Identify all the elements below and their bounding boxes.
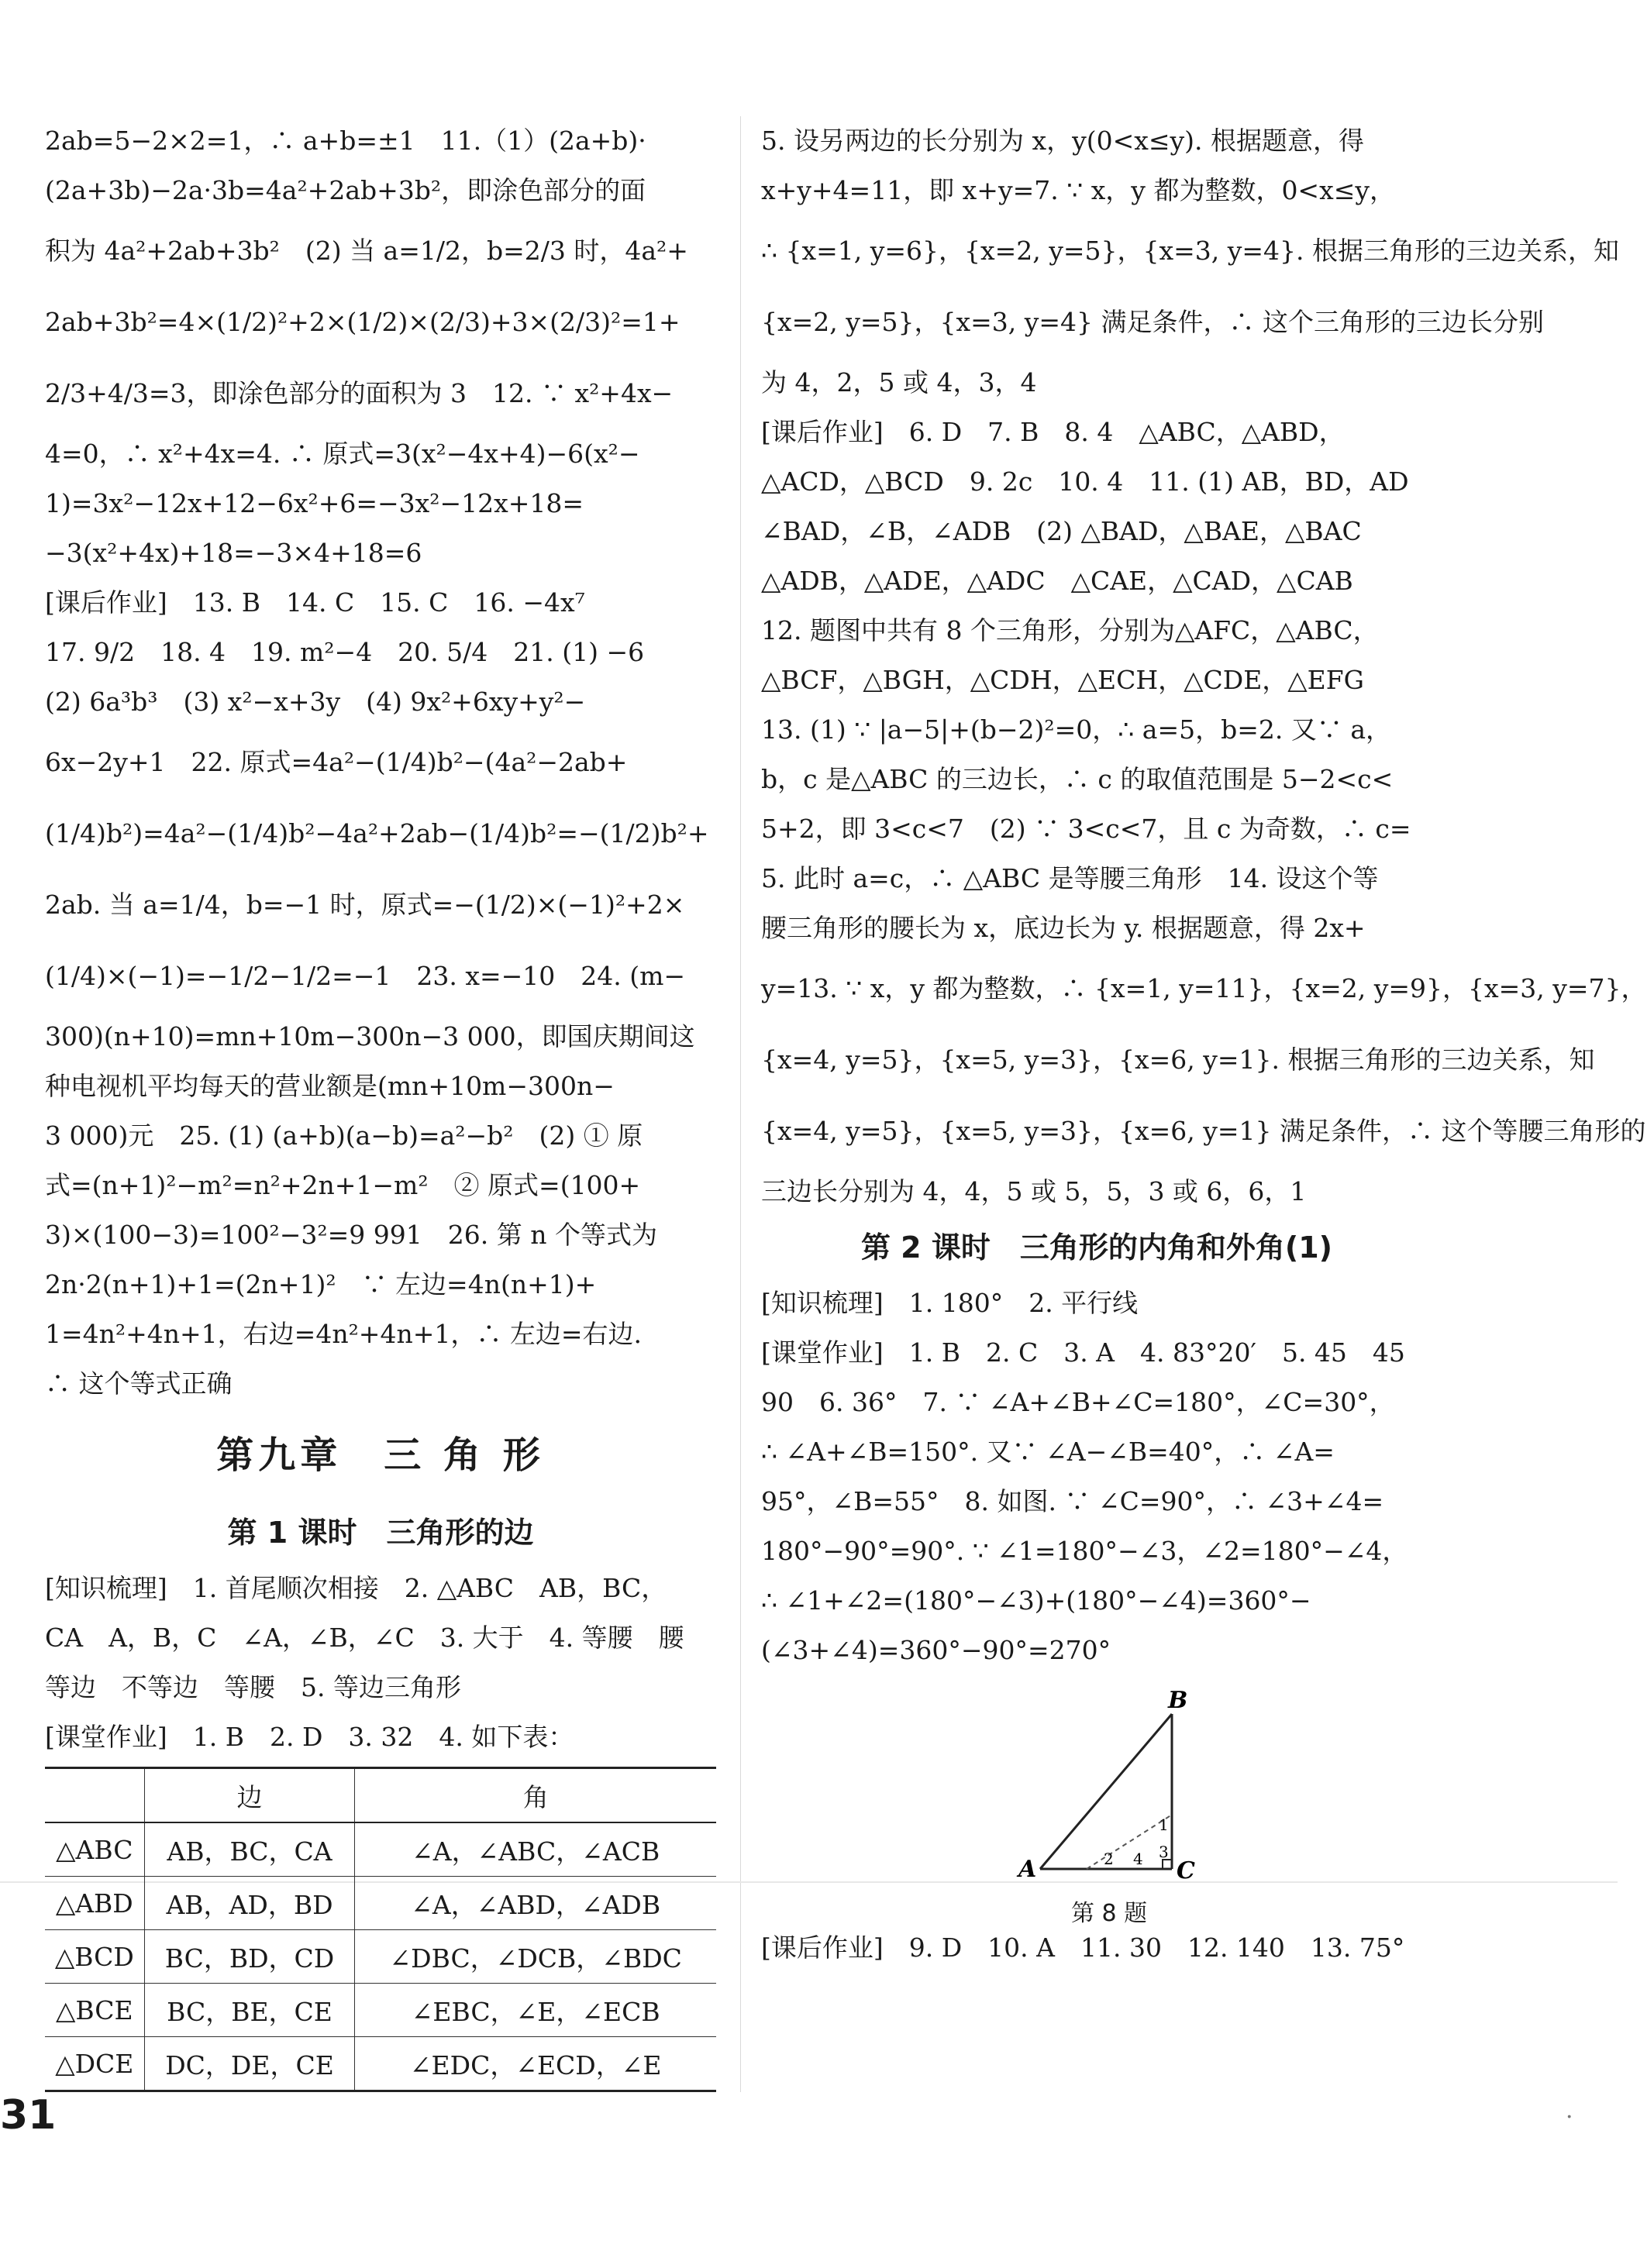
text-line: b，c 是△ABC 的三边长，∴ c 的取值范围是 5−2<c< [761,764,1394,794]
label-a: A [1018,1856,1037,1883]
text-line: 2ab+3b²=4×(1/2)²+2×(1/2)×(2/3)+3×(2/3)²=1+ [45,307,681,337]
text-line: 180°−90°=90°. ∵ ∠1=180°−∠3，∠2=180°−∠4， [761,1536,1408,1566]
text-line: 12. 题图中共有 8 个三角形，分别为△AFC，△ABC， [761,615,1379,645]
text-line: 1=4n²+4n+1，右边=4n²+4n+1，∴ 左边=右边. [45,1319,642,1349]
text-line: 3 000)元 25. (1) (a+b)(a−b)=a²−b² (2) ① 原 [45,1120,643,1151]
text-line: 4=0，∴ x²+4x=4. ∴ 原式=3(x²−4x+4)−6(x²− [45,439,640,469]
text-line: 17. 9/2 18. 4 19. m²−4 20. 5/4 21. (1) −6 [45,637,645,667]
text-line: 等边 不等边 等腰 5. 等边三角形 [45,1672,461,1702]
text-line: 为 4，2，5 或 4，3，4 [761,367,1037,398]
right-answer-text [761,116,1647,1217]
text-line: 2/3+4/3=3，即涂色部分的面积为 3 12. ∵ x²+4x− [45,378,674,408]
table-cell: BC，BE，CE [144,1984,355,2037]
text-line: ∴ ∠1+∠2=(180°−∠3)+(180°−∠4)=360°− [761,1585,1311,1616]
text-line: x+y+4=11，即 x+y=7. ∵ x，y 都为整数，0<x≤y， [761,175,1395,205]
text-line: 6x−2y+1 22. 原式=4a²−(1/4)b²−(4a²−2ab+ [45,747,628,777]
text-line: (1/4)b²)=4a²−(1/4)b²−4a²+2ab−(1/4)b²=−(1/2)b²+ [45,818,709,848]
table-cell: △ABC [45,1822,144,1877]
table-cell: BC，BD，CD [144,1930,355,1984]
text-line: 5. 设另两边的长分别为 x，y(0<x≤y). 根据题意，得 [761,126,1364,156]
text-line: ∠BAD，∠B，∠ADB (2) △BAD，△BAE，△BAC [761,516,1362,546]
label-angle-3: 3 [1159,1843,1169,1861]
text-line: 3)×(100−3)=100²−3²=9 991 26. 第 n 个等式为 [45,1220,657,1250]
table-header-row [45,1768,716,1823]
right-last-line: [课后作业] 9. D 10. A 11. 30 12. 140 13. 75° [761,1932,1405,1963]
text-line: 5+2，即 3<c<7 (2) ∵ 3<c<7，且 c 为奇数，∴ c= [761,814,1411,844]
table-cell: ∠DBC，∠DCB，∠BDC [355,1930,716,1984]
lesson-1-answers [45,1564,716,1762]
text-line: [课后作业] 6. D 7. B 8. 4 △ABC，△ABD， [761,417,1345,447]
text-line: CA A，B，C ∠A，∠B，∠C 3. 大于 4. 等腰 腰 [45,1623,684,1653]
text-line: {x=4, y=5}，{x=5, y=3}，{x=6, y=1} 满足条件，∴ 这个等腰三角形的 [761,1116,1646,1146]
table-cell: △BCE [45,1984,144,2037]
text-line: [课堂作业] 1. B 2. C 3. A 4. 83°20′ 5. 45 45 [761,1337,1405,1368]
text-line: ∴ ∠A+∠B=150°. 又∵ ∠A−∠B=40°，∴ ∠A= [761,1437,1335,1467]
text-line: 5. 此时 a=c，∴ △ABC 是等腰三角形 14. 设这个等 [761,863,1379,893]
text-line: 1)=3x²−12x+12−6x²+6=−3x²−12x+18= [45,488,584,518]
text-line: (2a+3b)−2a·3b=4a²+2ab+3b²，即涂色部分的面 [45,175,646,205]
text-line: [知识梳理] 1. 首尾顺次相接 2. △ABC AB，BC， [45,1573,667,1603]
table-header-cell: 角 [355,1768,716,1823]
triangle-table [45,1767,716,2092]
lesson-2-answers [761,1279,1432,1675]
chapter-title: 第九章 三 角 形 [216,1433,545,1477]
text-line: 三边长分别为 4，4，5 或 5，5，3 或 6，6，1 [761,1176,1307,1206]
lesson-1-title: 第 1 课时 三角形的边 [227,1516,534,1550]
right-triangle-diagram [1017,1687,1218,1892]
table-row [45,1930,716,1984]
text-line: △ACD，△BCD 9. 2c 10. 4 11. (1) AB，BD，AD [761,466,1409,497]
text-line: 2n·2(n+1)+1=(2n+1)² ∵ 左边=4n(n+1)+ [45,1269,597,1299]
text-line: 式=(n+1)²−m²=n²+2n+1−m² ② 原式=(100+ [45,1170,641,1200]
text-line: 2ab. 当 a=1/4，b=−1 时，原式=−(1/2)×(−1)²+2× [45,890,685,920]
table-header-cell [45,1768,144,1823]
text-line: [课后作业] 13. B 14. C 15. C 16. −4x⁷ [45,587,585,618]
table-row [45,2037,716,2091]
table-cell: AB，AD，BD [144,1877,355,1930]
text-line: 种电视机平均每天的营业额是(mn+10m−300n− [45,1071,615,1101]
text-line: (1/4)×(−1)=−1/2−1/2=−1 23. x=−10 24. (m− [45,961,686,991]
label-angle-1: 1 [1159,1815,1169,1834]
table-cell: ∠A，∠ABD，∠ADB [355,1877,716,1930]
text-line: −3(x²+4x)+18=−3×4+18=6 [45,538,422,568]
text-line: 90 6. 36° 7. ∵ ∠A+∠B+∠C=180°，∠C=30°， [761,1387,1395,1417]
text-line: {x=4, y=5}，{x=5, y=3}，{x=6, y=1}. 根据三角形的三边关系，知 [761,1045,1595,1075]
lesson-2-title: 第 2 课时 三角形的内角和外角(1) [860,1230,1333,1265]
text-line: 积为 4a²+2ab+3b² (2) 当 a=1/2，b=2/3 时，4a²+ [45,236,688,266]
text-line: ∴ {x=1, y=6}，{x=2, y=5}，{x=3, y=4}. 根据三角形的三边关系，知 [761,236,1620,266]
figure-caption: 第 8 题 [1071,1900,1148,1927]
text-line: ∴ 这个等式正确 [45,1368,233,1399]
text-line: y=13. ∵ x，y 都为整数，∴ {x=1, y=11}，{x=2, y=9}，{x=3, y=7}， [761,973,1647,1003]
label-angle-4: 4 [1133,1850,1143,1868]
label-b: B [1168,1687,1188,1714]
column-separator [740,116,741,2092]
table-cell: DC，DE，CE [144,2037,355,2091]
text-line: {x=2, y=5}，{x=3, y=4} 满足条件，∴ 这个三角形的三边长分别 [761,307,1545,337]
edge-mark: · [1566,2104,1573,2131]
text-line: [课堂作业] 1. B 2. D 3. 32 4. 如下表： [45,1722,574,1752]
table-row [45,1984,716,2037]
text-line: 腰三角形的腰长为 x，底边长为 y. 根据题意，得 2x+ [761,913,1366,943]
text-line: 300)(n+10)=mn+10m−300n−3 000，即国庆期间这 [45,1021,695,1051]
text-line: (2) 6a³b³ (3) x²−x+3y (4) 9x²+6xy+y²− [45,687,586,717]
table-cell: △DCE [45,2037,144,2091]
text-line: △ADB，△ADE，△ADC △CAE，△CAD，△CAB [761,566,1353,596]
right-column [761,116,1647,1973]
left-answer-text [45,116,716,1409]
table-cell: ∠A，∠ABC，∠ACB [355,1822,716,1877]
table-cell: △ABD [45,1877,144,1930]
text-line: 2ab=5−2×2=1，∴ a+b=±1 11.（1）(2a+b)· [45,126,646,156]
table-cell: ∠EDC，∠ECD，∠E [355,2037,716,2091]
text-line: (∠3+∠4)=360°−90°=270° [761,1635,1111,1665]
label-c: C [1177,1857,1195,1884]
table-row [45,1877,716,1930]
text-line: 95°，∠B=55° 8. 如图. ∵ ∠C=90°，∴ ∠3+∠4= [761,1486,1384,1516]
text-line: [知识梳理] 1. 180° 2. 平行线 [761,1288,1139,1318]
left-column [45,116,716,2092]
table-cell: AB，BC，CA [144,1822,355,1877]
table-row [45,1822,716,1877]
text-line: △BCF，△BGH，△CDH，△ECH，△CDE，△EFG [761,665,1365,695]
figure-8 [1017,1687,1218,1927]
table-header-cell: 边 [144,1768,355,1823]
label-angle-2: 2 [1104,1850,1114,1868]
page-number: 31 [0,2092,57,2139]
table-cell: ∠EBC，∠E，∠ECB [355,1984,716,2037]
side-ab [1040,1714,1172,1869]
text-line: 13. (1) ∵ |a−5|+(b−2)²=0，∴ a=5，b=2. 又∵ a， [761,714,1392,745]
table-cell: △BCD [45,1930,144,1984]
